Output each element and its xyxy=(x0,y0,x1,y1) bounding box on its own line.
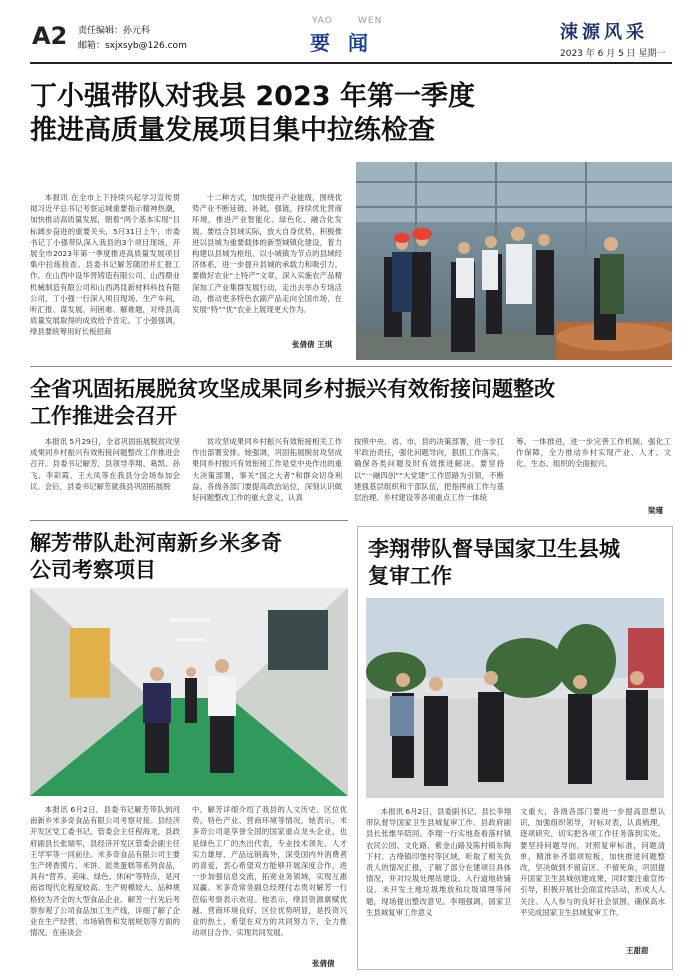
article2-headline-line2: 工作推进会召开 xyxy=(30,404,177,428)
issue-date: 2023 年 6 月 5 日 星期一 xyxy=(560,49,666,59)
article4-photo xyxy=(366,598,664,798)
article2-col3: 按照中央、省、市、县的决策部署，进一步扛牢政治责任，强化问题导向，狠抓工作落实，确保各类问题及时有效推进解决。要坚持以“一融四创”“大党建”工作思路为引领，不断建强基层组织和干部队伍，把指挥前工作与基层治理、乡村建设等各项重点工作一体统 xyxy=(354,437,504,503)
article3-col1: 本报讯 6月2日，县委书记解芳带队到河南新乡米多奇食品有限公司考察对接。县经济开发区党工委书记、管委会主任程海龙，县政府副县长张瑞军，县经济开发区管委会副主任王学军等一同前往。米多奇食品有限公司主要生产烤香馍片、米饼、派类蛋糕等系列食品，具有“营养、美味、绿色、休闲”等特点，是河南省现代化程度较高、生产规模较大、品种规格较为齐全的大型食品企业。解芳一行先后考察参观了公司食品加工生产线，详细了解了企业在生产经营、市场销售和发展规划等方面的情况。在座谈会 xyxy=(30,805,180,938)
article4-headline xyxy=(368,536,668,590)
email-label: 邮箱：sxjxsyb@126.com xyxy=(78,41,187,51)
article3-col2: 中，解芳详细介绍了我县的人文历史、区位优势、特色产业、营商环境等情况。她表示，米多奇公司是享誉全国的国家重点龙头企业，也是绿色工厂的杰出代表，专业技术领先、人才实力雄厚、产品远销海外，深受国内外消费者的喜爱，衷心希望双方能够开展深度合作，进一步加强信息交流，拓宽业务领域，实现互惠双赢。米多奇常务副总经理付志贵对解芳一行莅临考察表示欢迎。他表示，绛县资源禀赋优越、营商环境良好、区位优势明显，是投资兴业的热土，希望在双方的共同努力下，全力推动项目合作、实现共同发展。 xyxy=(192,805,347,938)
article1-col1: 本报讯 在全市上下持续兴起学习宣传贯彻习近平总书记考察运城重要指示精神热潮，加快推动高质量发展，朝着“两个基本实现”目标阔步奋进的重要关头，5月31日上午，市委书记丁小强带队深入我县的3个项目现场，开展全市2023年第一季度推进高质量发展项目集中拉练检查。县委书记解芳随团并汇报工作。在山西中设华晋铸造有限公司、山西鼎业机械制造有限公司和山西鸿昆新材料科技有限公司，丁小强一行深入项目现场、生产车间，听汇报、谋发展、问困难、解难题，对绛县高质量发展取得的成效给予肯定。丁小强强调，绛县要统筹用好长板招商 xyxy=(30,193,180,337)
article3-byline: 张倩倩 xyxy=(312,959,335,968)
article2-headline xyxy=(30,376,680,430)
article1-col2: 十二种方式，加快提升产业能级，围绕优势产业不断延链、补链、强链，持续优化营商环境，推进产业智能化、绿色化、融合化发展。要结合县域实际，放大自身优势，积极推进以县城为重要载体的新型城镇化建设，着力构建以县城为枢纽、以小城镇为节点的县域经济体系，进一步提升县城的承载力和吸引力。要做好农业“土特产”文章，深入实施农产品精深加工产业集群发展行动，走出去举办专场活动，推动更多特色农副产品走向全国市场，在发展“特”“优”农业上展现更大作为。 xyxy=(192,193,342,315)
article1-byline: 张倩倩 王琪 xyxy=(292,340,333,349)
article4-col1: 本报讯 6月2日，县委副书记、县长李翔带队督导国家卫生县城复审工作。县政府副县长张维华陪同。李翔一行实地查看落村镇农民公园、文化路、紫金山路及陈村镇东陶下村、古绛镇印堡村等区域，听取了相关负责人的情况汇报，了解了部分在建项目具体情况，并对垃圾处理站建设、入行道地砖铺设、未开发土地垃圾堆放和垃圾填埋等问题，现场提出整改意见。李翔强调，国家卫生县城复审工作意义 xyxy=(366,807,511,917)
article2-headline-line1: 全省巩固拓展脱贫攻坚成果同乡村振兴有效衔接问题整改 xyxy=(30,377,555,401)
divider-2 xyxy=(30,520,348,521)
article4-col2: 文重大，各级各部门要进一步提高思想认识，加强组织领导，对标对表，认真梳理，逐项研究，切实把各项工作任务落到实处。要坚持问题导向，对照复审标准，问题清单，精准补齐弱项短板，加快推进问题整改，坚决做到不留盲区、不留死角，巩固提升国家卫生县城创建成果，同时要注重宣传引导，积极开展社会面宣传活动，形成人人关注、人人参与的良好社会氛围，确保高水平完成国家卫生县城复审工作。 xyxy=(520,807,665,917)
article1-headline xyxy=(30,80,680,148)
header-rule xyxy=(30,62,672,64)
article1-photo xyxy=(356,162,672,360)
article4-byline: 王甜甜 xyxy=(626,946,649,955)
section-title: 要闻 xyxy=(310,31,386,55)
article1-headline-line1: 丁小强带队对我县 2023 年第一季度 xyxy=(30,81,475,112)
section-en-1: YAO xyxy=(312,16,333,26)
article2-byline: 梁瑾 xyxy=(648,506,663,515)
food-factory-corridor-photo xyxy=(30,588,348,796)
article2-col2: 贫攻坚成果同乡村振兴有效衔接相关工作作出部署安排。她强调，巩固拓展脱贫攻坚成果同乡村振兴有效衔接工作是党中央作出的重大决策部署，事关“国之大者”和群众切身利益。各级各部门要提高政治站位，深刻认识做好问题整改工作的重大意义，认真 xyxy=(192,437,342,503)
article3-headline-line1: 解芳带队赴河南新乡米多奇 xyxy=(30,531,282,555)
section-en-2: WEN xyxy=(358,16,383,26)
article3-photo xyxy=(30,588,348,796)
divider-1 xyxy=(30,366,672,367)
article1-headline-line2: 推进高质量发展项目集中拉练检查 xyxy=(30,115,435,146)
article2-col4: 筹、一体推进，进一步完善工作机制，强化工作保障，全力推动乡村实现产业、人才、文化、生态、组织的全面振兴。 xyxy=(516,437,671,469)
article4-headline-line1: 李翔带队督导国家卫生县城 xyxy=(368,537,620,561)
newspaper-brand: 涑源风采 xyxy=(560,22,648,43)
editor-info xyxy=(78,24,187,54)
article2-col1: 本报讯 5月29日，全省巩固拓展脱贫攻坚成果同乡村振兴有效衔接问题整改工作推进会召开。县委书记解芳，县领导李翔、葛凯、孙飞、李彩霞、王大凤等在我县分会场参加会议。会后，县委书记解芳就我县巩固拓展脱 xyxy=(30,437,180,491)
editor-label: 责任编辑：孙元科 xyxy=(78,26,151,36)
article4-headline-line2: 复审工作 xyxy=(368,564,452,588)
page-number: A2 xyxy=(32,22,68,50)
article3-headline-line2: 公司考察项目 xyxy=(30,558,156,582)
article3-headline xyxy=(30,530,350,584)
factory-inspection-photo xyxy=(356,162,672,360)
county-inspection-photo xyxy=(366,598,664,798)
